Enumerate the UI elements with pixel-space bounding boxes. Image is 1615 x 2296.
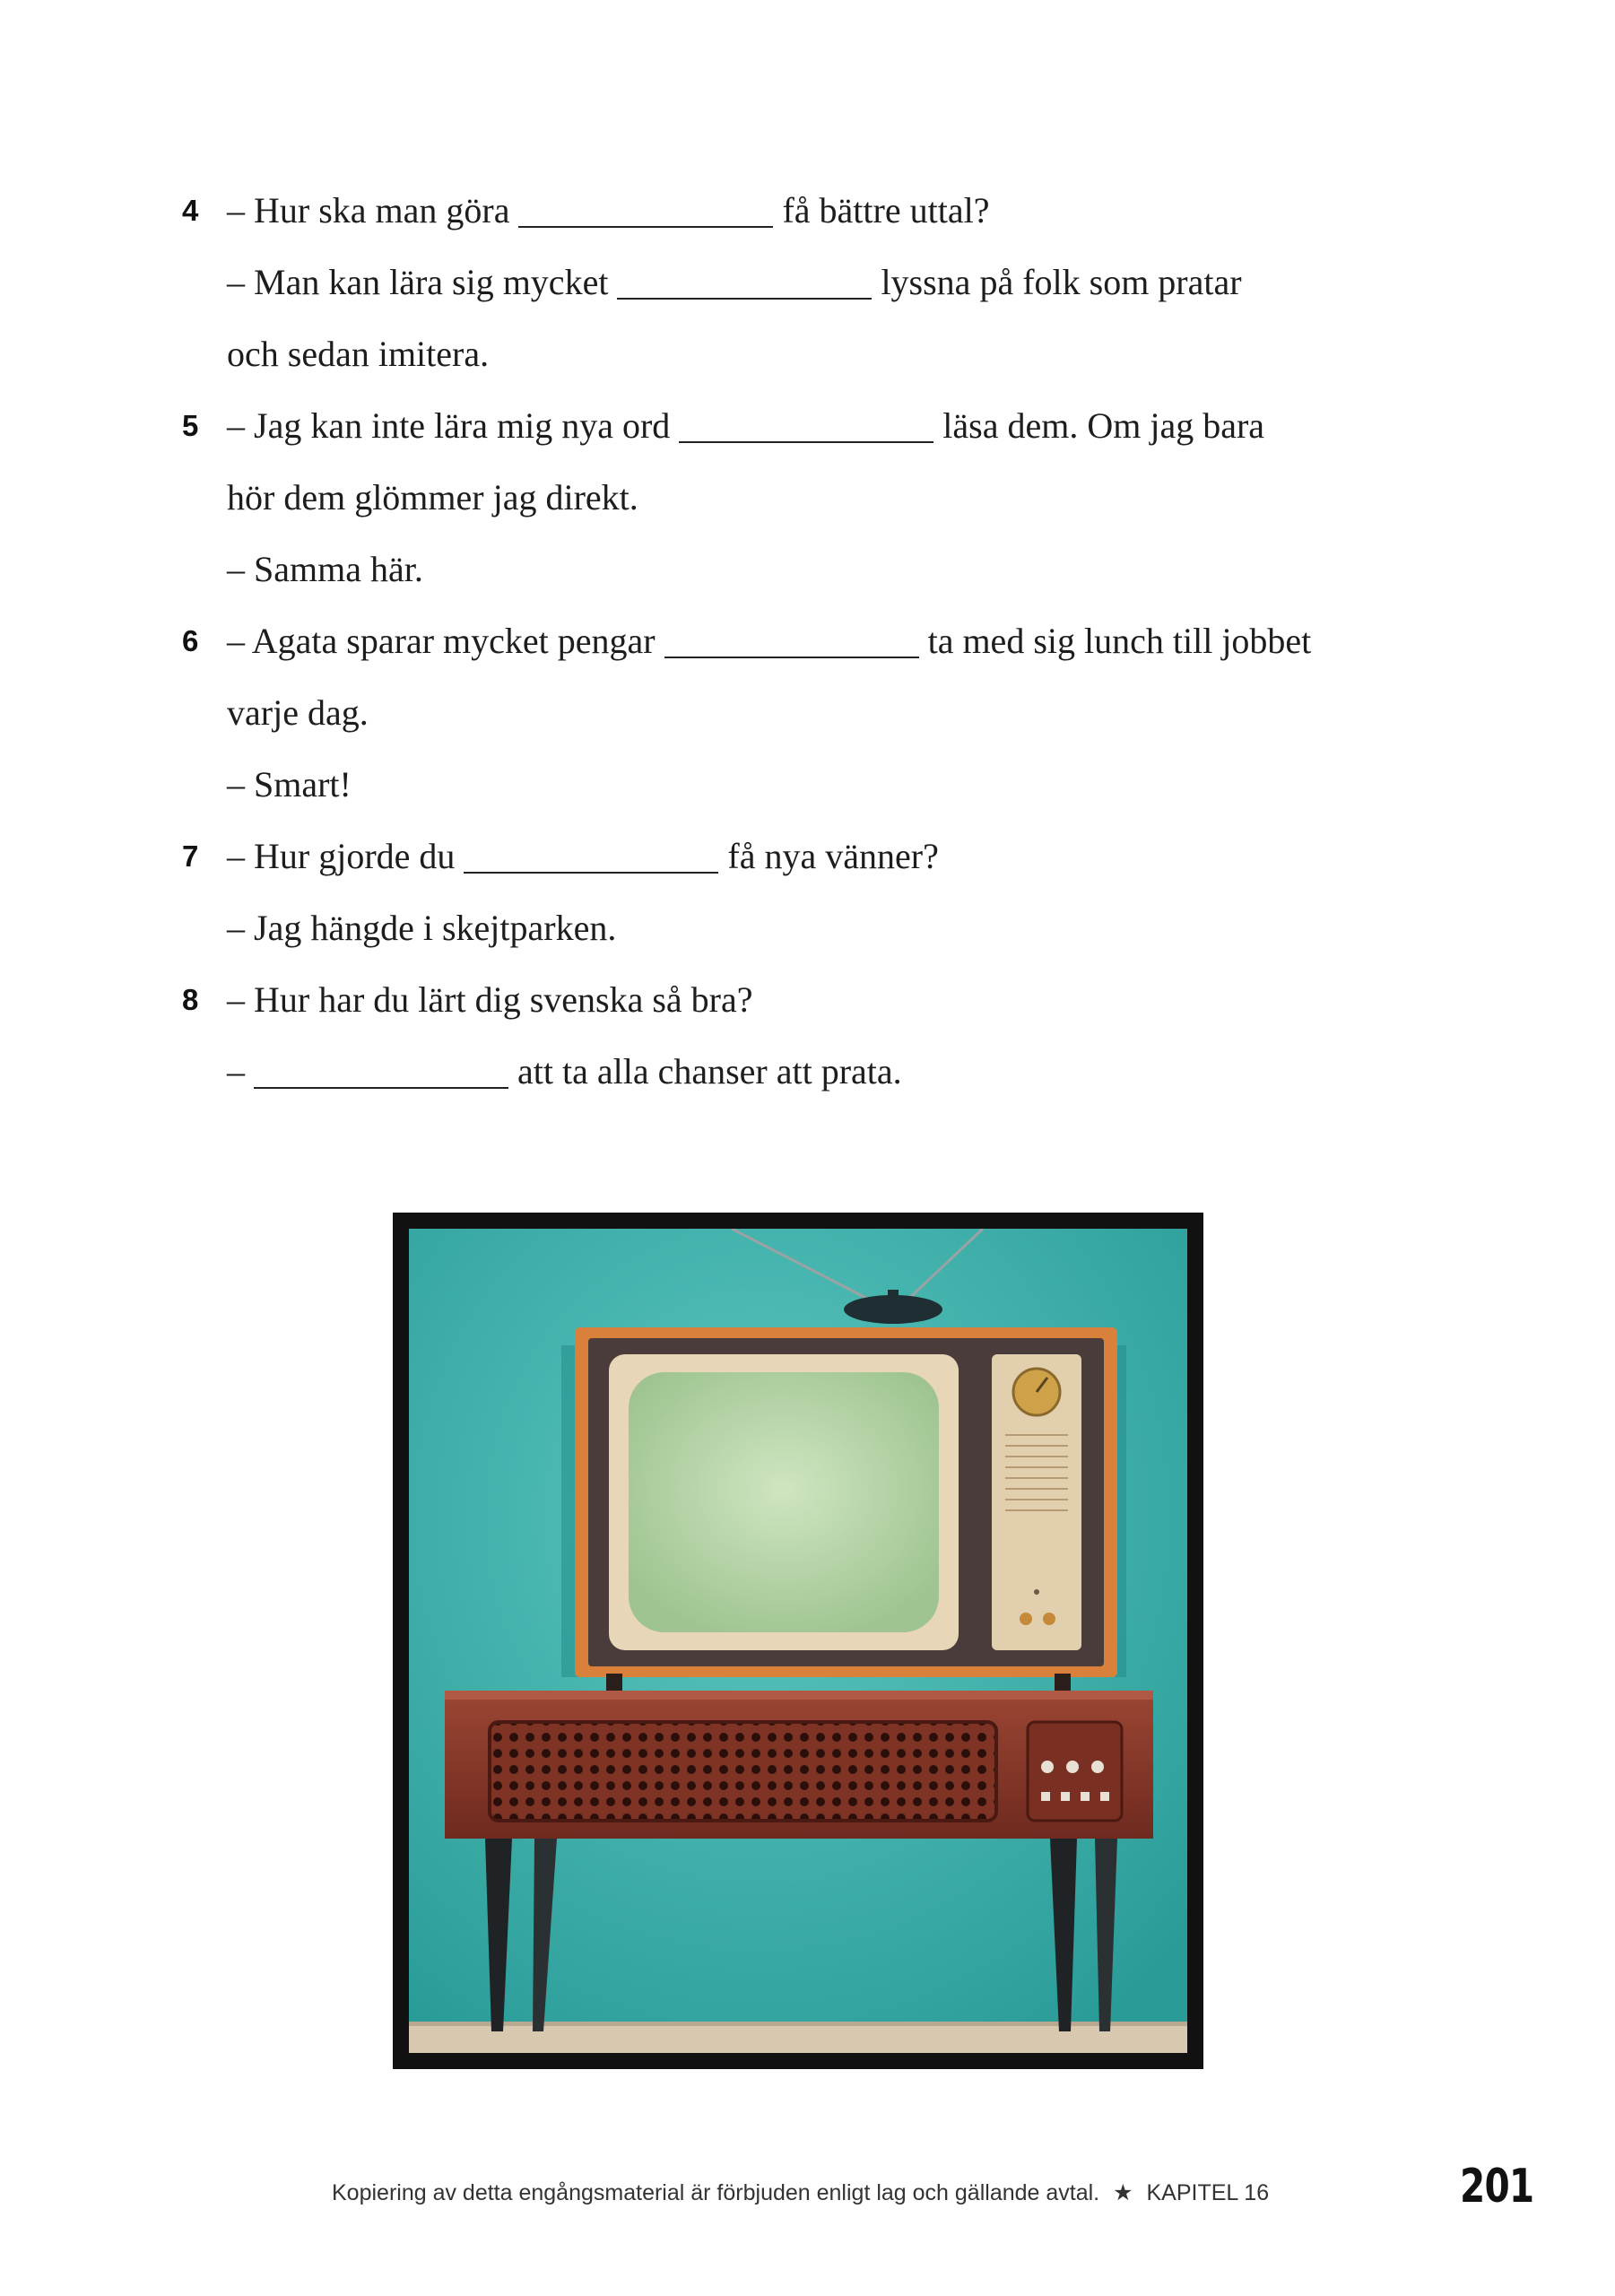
exercise-number: 5 <box>182 409 199 442</box>
exercise-text: ta med sig lunch till jobbet <box>927 621 1312 661</box>
retro-television-icon <box>409 1229 1187 2053</box>
exercise-number: 7 <box>182 839 199 873</box>
photo-frame <box>393 1213 1203 2069</box>
exercise-number: 6 <box>182 624 199 657</box>
exercise-text: – Agata sparar mycket pengar <box>227 621 656 661</box>
exercise-text: – <box>227 1051 245 1091</box>
exercise-text: – Smart! <box>227 764 352 804</box>
fill-in-blank[interactable] <box>679 405 933 443</box>
exercise-text: – Samma här. <box>227 549 423 589</box>
exercise-text: – Hur har du lärt dig svenska så bra? <box>227 979 753 1020</box>
exercise-text: och sedan imitera. <box>227 334 490 374</box>
exercise-text: – Jag kan inte lära mig nya ord <box>227 405 671 446</box>
exercise-text: få nya vänner? <box>727 836 939 876</box>
exercise-text: lyssna på folk som pratar <box>881 262 1242 302</box>
exercise-text: – Hur ska man göra <box>227 190 510 230</box>
exercise-number: 4 <box>182 194 199 227</box>
exercise-text: läsa dem. Om jag bara <box>942 405 1265 446</box>
exercise-text: hör dem glömmer jag direkt. <box>227 477 638 517</box>
exercise-text: – Hur gjorde du <box>227 836 456 876</box>
chapter-label: KAPITEL 16 <box>1146 2180 1270 2205</box>
fill-in-blank[interactable] <box>518 190 773 228</box>
exercise-text: få bättre uttal? <box>782 190 990 230</box>
exercise-text: – Jag hängde i skejtparken. <box>227 908 617 948</box>
copyright-notice: Kopiering av detta engångsmaterial är förbjuden enligt lag och gällande avtal. <box>332 2180 1100 2205</box>
fill-in-blank[interactable] <box>254 1051 508 1089</box>
page-number: 201 <box>1460 2160 1534 2213</box>
exercise-text: att ta alla chanser att prata. <box>517 1051 902 1091</box>
copyright-footer <box>332 2179 1269 2206</box>
exercise-text: varje dag. <box>227 692 369 733</box>
exercise-text: – Man kan lära sig mycket <box>227 262 609 302</box>
fill-in-blank[interactable] <box>617 262 872 300</box>
star-icon: ★ <box>1113 2180 1133 2205</box>
exercise-number: 8 <box>182 983 199 1016</box>
fill-in-blank[interactable] <box>664 621 919 658</box>
fill-in-blank[interactable] <box>464 836 718 874</box>
